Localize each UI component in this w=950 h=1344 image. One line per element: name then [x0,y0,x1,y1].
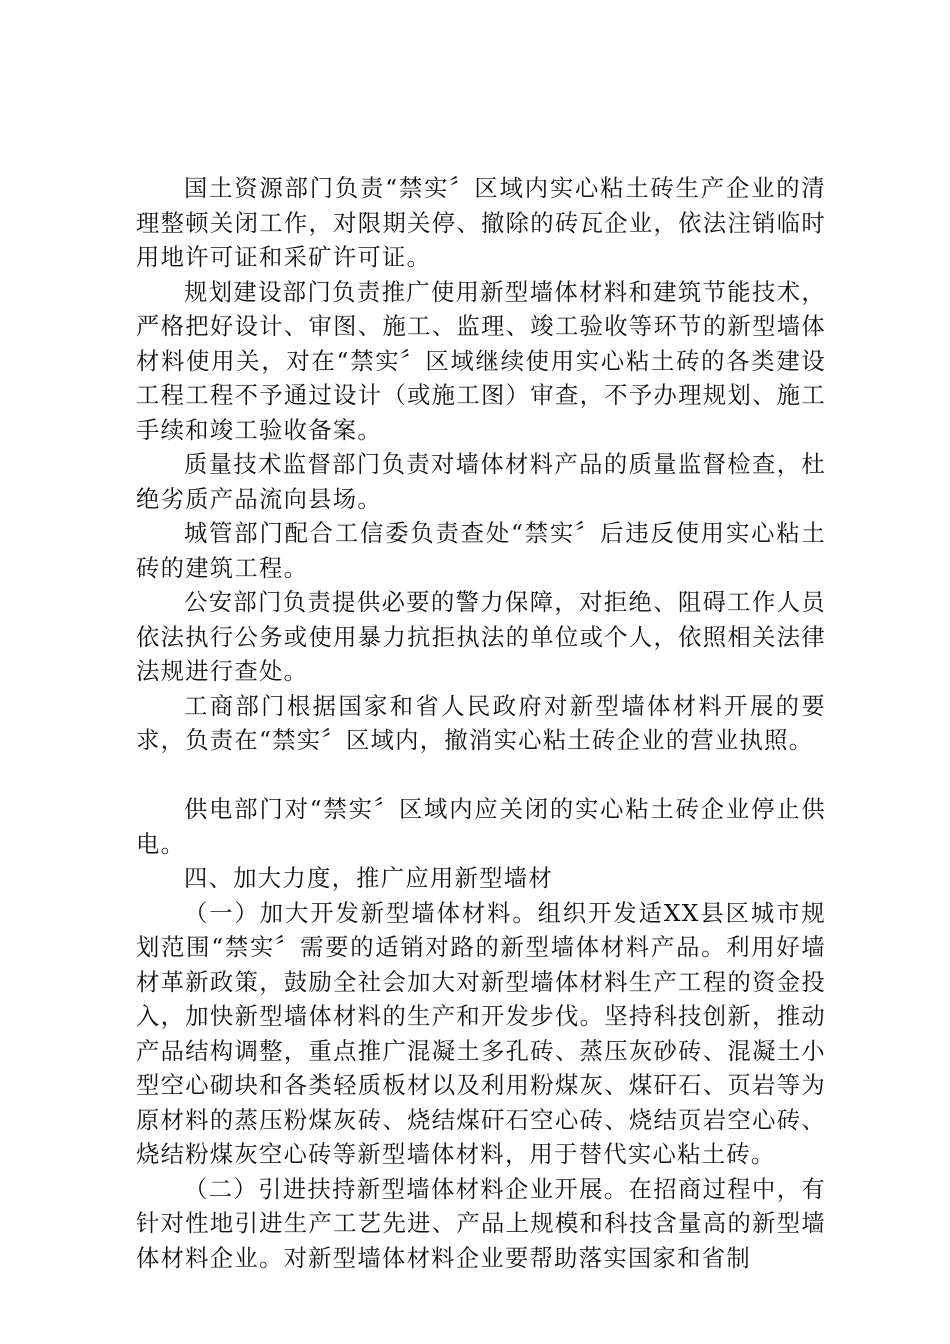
paragraph-quality-supervision: 质量技术监督部门负责对墙体材料产品的质量监督检查，杜绝劣质产品流向县场。 [136,451,826,513]
paragraph-attract-enterprises: （二）引进扶持新型墙体材料企业开展。在招商过程中，有针对性地引进生产工艺先进、产品上规模和科技含量高的新型墙体材料企业。对新型墙体材料企业要帮助落实国家和省制 [136,1175,826,1272]
paragraph-public-security: 公安部门负责提供必要的警力保障，对拒绝、阻碍工作人员依法执行公务或使用暴力抗拒执法的单位或个人，依照相关法律法规进行查处。 [136,589,826,685]
paragraph-urban-management: 城管部门配合工信委负责查处“禁实〞后违反使用实心粘土砖的建筑工程。 [136,520,826,582]
paragraph-develop-materials: （一）加大开发新型墙体材料。组织开发适XX县区城市规划范围“禁实〞需要的适销对路的新型墙体材料产品。利用好墙材革新政策，鼓励全社会加大对新型墙体材料生产工程的资金投入，加快新型墙体材料的生产和开发步伐。坚持科技创新，推动产品结构调整，重点推广混凝土多孔砖、蒸压灰砂砖、混凝土小型空心砌块和各类轻质板材以及利用粉煤灰、煤矸石、页岩等为原材料的蒸压粉煤灰砖、烧结煤矸石空心砖、烧结页岩空心砖、烧结粉煤灰空心砖等新型墙体材料，用于替代实心粘土砖。 [136,899,826,1168]
paragraph-planning-construction: 规划建设部门负责推广使用新型墙体材料和建筑节能技术，严格把好设计、审图、施工、监理、竣工验收等环节的新型墙体材料使用关，对在“禁实〞区域继续使用实心粘土砖的各类建设工程工程不予通过设计（或施工图）审查，不予办理规划、施工手续和竣工验收备案。 [136,278,826,444]
paragraph-industry-commerce: 工商部门根据国家和省人民政府对新型墙体材料开展的要求，负责在“禁实〞区域内，撤消实心粘土砖企业的营业执照。 [136,692,826,754]
section-heading-four: 四、加大力度，推广应用新型墙材 [184,865,553,892]
paragraph-land-resources: 国土资源部门负责“禁实〞区域内实心粘土砖生产企业的清理整顿关闭工作，对限期关停、撤除的砖瓦企业，依法注销临时用地许可证和采矿许可证。 [136,175,826,271]
document-body [136,172,826,1276]
paragraph-power-supply: 供电部门对“禁实〞区域内应关闭的实心粘土砖企业停止供电。 [136,796,826,858]
